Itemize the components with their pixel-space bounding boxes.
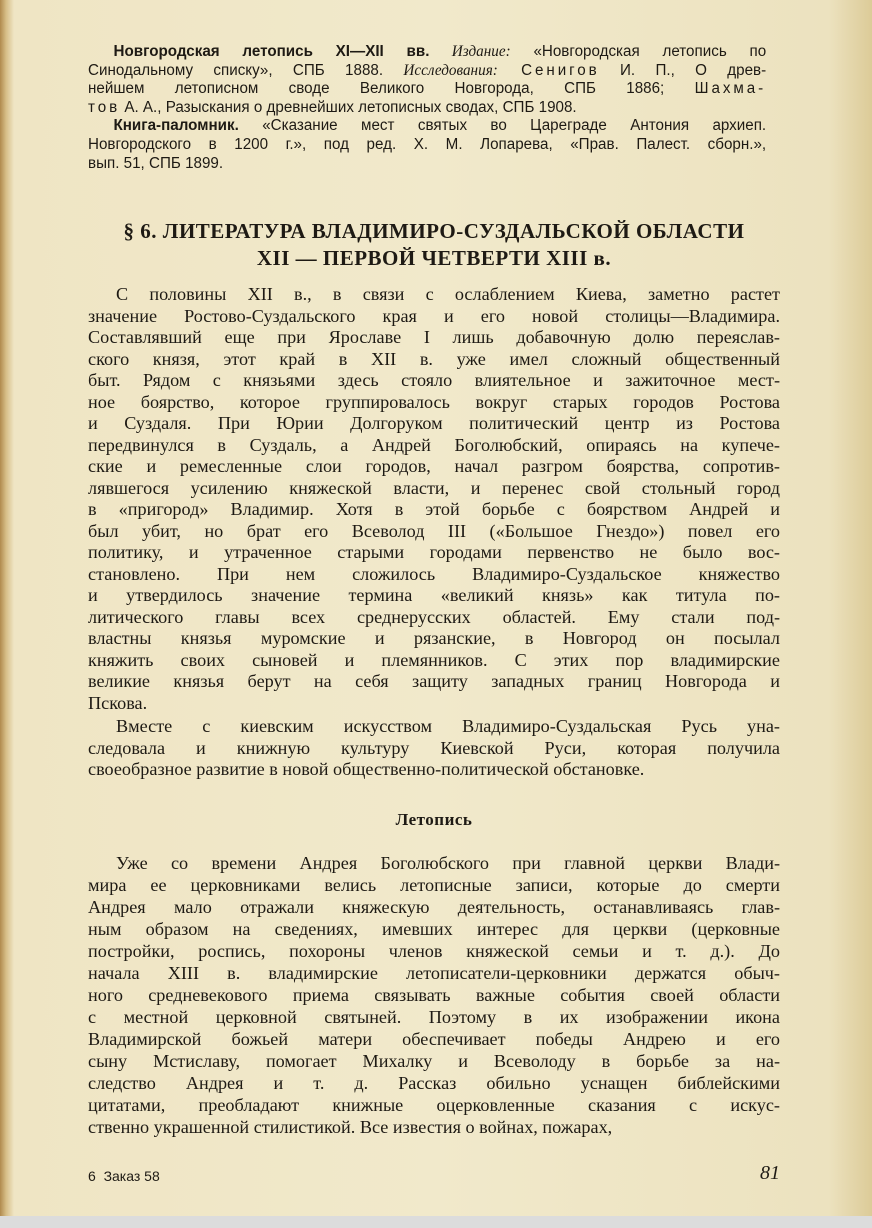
paragraph-3 — [88, 852, 780, 1138]
text-line: начала XIII в. владимирские летописатели-церковники держатся обыч- — [88, 963, 780, 983]
entry-text: И. П., О древ- — [599, 61, 767, 79]
author-name: Шахма- — [694, 80, 767, 98]
paragraph-1 — [88, 284, 780, 714]
text-line: своеобразное развитие в новой общественно-политической обстановке. — [88, 759, 645, 779]
text-line: Составлявший еще при Ярославе I лишь добавочную долю переяслав- — [88, 327, 780, 347]
text-line: ственно украшенной стилистикой. Все известия о войнах, пожарах, — [88, 1117, 613, 1137]
text-line: цитатами, преобладают книжные оцерковленные сказания с искус- — [88, 1095, 780, 1115]
entry-text: вып. 51, СПБ 1899. — [88, 154, 224, 172]
text-line: передвинулся в Суздаль, а Андрей Боголюбский, опираясь на купече- — [88, 434, 780, 455]
text-line: ские и ремесленные слои городов, начал разгром боярства, сопротив- — [88, 456, 780, 476]
printer-signature: 6 Заказ 58 — [88, 1168, 160, 1184]
page-footer — [88, 1162, 780, 1184]
text-line: сыну Мстиславу, помогает Михалку и Всеволоду в борьбе за на- — [88, 1051, 780, 1071]
text-line: лявшегося усилению княжеской власти, и перенес свой стольный город — [88, 477, 780, 498]
text-line: постройки, роспись, похороны членов княжеской семьи и т. д.). До — [88, 941, 780, 961]
bibliography-line — [88, 43, 766, 62]
entry-label: Издание: — [429, 43, 511, 60]
text-line: Пскова. — [88, 692, 148, 713]
entry-text: нейшем летописном своде Великого Новгорода, СПБ 1886; — [88, 80, 695, 98]
entry-text: Новгородского в 1200 г.», под ред. Х. М. Лопарева, «Прав. Палест. сборн.», — [88, 135, 767, 153]
bibliography-line — [88, 155, 766, 174]
entry-text: Синодальному списку», СПБ 1888. — [88, 61, 404, 79]
text-line: княжить своих сыновей и племянников. С этих пор владимирские — [88, 649, 780, 670]
text-line: ное боярство, которое группировалось вокруг старых городов Ростова — [88, 391, 780, 412]
entry-title: Новгородская летопись XI—XII вв. — [113, 43, 430, 60]
text-line: ного средневекового приема связывать важные события своей области — [88, 985, 780, 1005]
section-heading-line: XII — ПЕРВОЙ ЧЕТВЕРТИ XIII в. — [256, 246, 612, 270]
text-line: С половины XII в., в связи с ослаблением Киева, заметно растет — [116, 284, 780, 304]
section-heading — [88, 218, 780, 272]
text-line: значение Ростово-Суздальского края и его новой столицы—Владимира. — [88, 305, 780, 326]
text-line: литического главы всех среднерусских областей. Ему стали под- — [88, 606, 780, 627]
entry-label: Исследования: — [403, 61, 498, 79]
text-line: следство Андрея и т. д. Рассказ обильно уснащен библейскими — [88, 1073, 780, 1093]
text-line: быт. Рядом с князьями здесь стояло влиятельное и зажиточное мест- — [88, 370, 780, 390]
bibliography-line — [88, 80, 766, 99]
entry-text: А. А., Разыскания о древнейших летописных сводах, СПБ 1908. — [120, 98, 577, 116]
paragraph-2 — [88, 716, 780, 781]
text-line: и Суздаля. При Юрии Долгоруком политический центр из Ростова — [88, 413, 780, 433]
text-line: ского князя, этот край в XII в. уже имел сложный общественный — [88, 348, 780, 369]
bibliography-line — [88, 117, 766, 136]
text-line: великие князья берут на себя защиту западных границ Новгорода и — [88, 671, 780, 691]
subheading: Летопись — [395, 810, 473, 829]
bibliography-line — [88, 99, 766, 118]
text-line: Вместе с киевским искусством Владимиро-Суздальская Русь уна- — [116, 716, 780, 736]
text-line: следовала и книжную культуру Киевской Руси, которая получила — [88, 737, 780, 758]
text-line: мира ее церковниками велись летописные записи, которые до смерти — [88, 875, 780, 895]
page-number: 81 — [760, 1162, 780, 1184]
author-name: тов — [88, 98, 121, 116]
text-line: с местной церковной святыней. Поэтому в их изображении икона — [88, 1007, 780, 1027]
entry-title: Книга-паломник. — [113, 117, 239, 135]
text-line: властны князья муромские и рязанские, в Новгород он посылал — [88, 628, 780, 648]
text-line: в «пригород» Владимир. Хотя в этой борьбе с боярством Андрей и — [88, 499, 780, 519]
text-line: был убит, но брат его Всеволод III («Большое Гнездо») повел его — [88, 520, 780, 541]
text-line: Владимирской божьей матери обеспечивает победы Андрею и его — [88, 1029, 780, 1049]
bibliography-line — [88, 62, 766, 81]
text-line: Уже со времени Андрея Боголюбского при главной церкви Влади- — [116, 853, 780, 873]
text-line: Андрея мало отражали княжескую деятельность, останавливаясь глав- — [88, 897, 780, 917]
bibliography-line — [88, 136, 766, 155]
author-name: Сенигов — [497, 61, 600, 79]
bibliography-block — [88, 43, 766, 173]
text-line: и утвердилось значение термина «великий князь» как титула по- — [88, 585, 780, 605]
entry-text: «Сказание мест святых во Цареграде Антония архиеп. — [238, 117, 767, 135]
text-line: становлено. При нем сложилось Владимиро-Суздальское княжество — [88, 563, 780, 584]
entry-text: «Новгородская летопись по — [510, 43, 767, 60]
text-line: политику, и утраченное старыми городами первенство не было вос- — [88, 542, 780, 562]
section-heading-line: § 6. ЛИТЕРАТУРА ВЛАДИМИРО-СУЗДАЛЬСКОЙ ОБЛАСТИ — [123, 219, 745, 243]
text-line: ным образом на сведениях, имевших интерес для церкви (церковные — [88, 919, 780, 939]
